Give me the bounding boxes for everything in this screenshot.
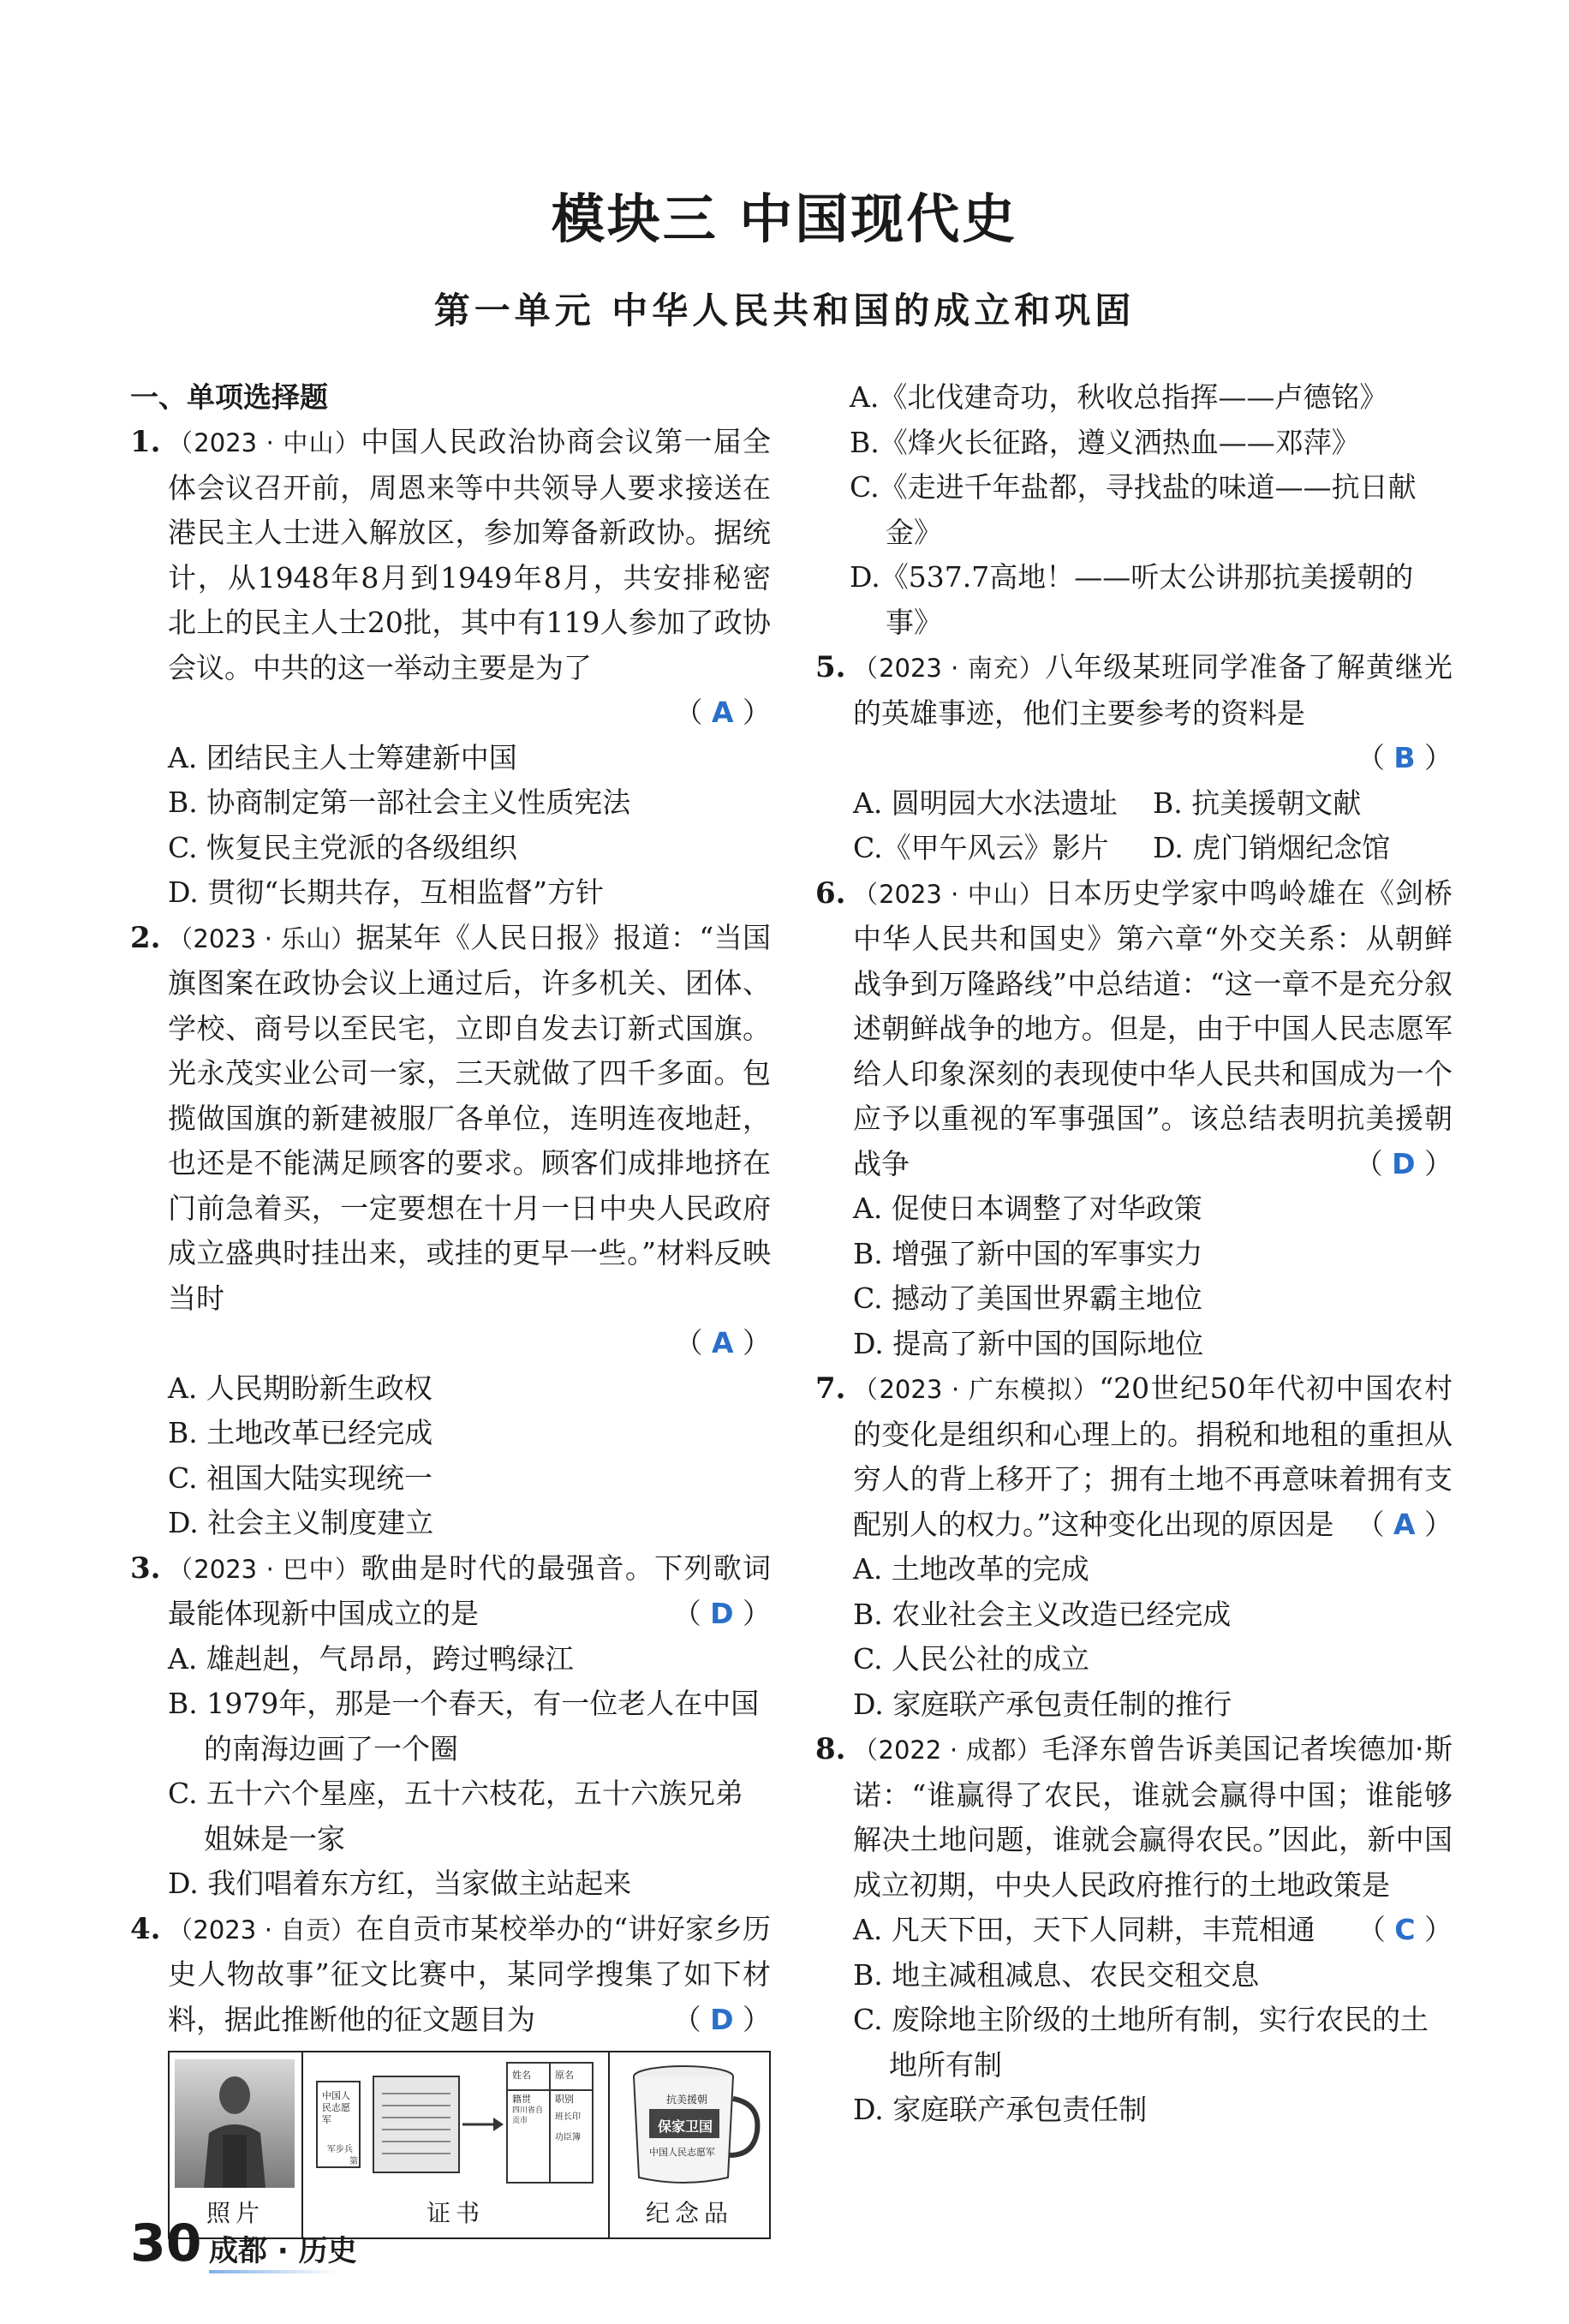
caption-certificate: 证书 [426, 2199, 485, 2227]
question-text: 日本历史学家中鸣岭雄在《剑桥中华人民共和国史》第六章“外交关系：从朝鲜战争到万隆路线”中总结道：“这一章不是充分叙述朝鲜战争的地方。但是，由于中国人民志愿军给人印象深刻的表现使中华人民共和国成为一个应予以重视的军事强国”。该总结表明抗美援朝战争 [853, 875, 1453, 1180]
option-c: C.《甲午风云》影片 [853, 831, 1109, 864]
caption-photo: 照片 [206, 2199, 265, 2227]
option-a: A. 促使日本调整了对华政策 [853, 1192, 1202, 1225]
caption-souvenir: 纪念品 [645, 2199, 733, 2227]
option-b: B. 土地改革已经完成 [168, 1416, 433, 1449]
cert-text-4: 第 [349, 2157, 358, 2166]
answer-letter: C [1394, 1913, 1416, 1946]
answer-bracket: （ A ） [674, 696, 771, 729]
answer-letter: D [710, 2002, 734, 2036]
option-d: D. 我们唱着东方红，当家做主站起来 [168, 1867, 632, 1900]
cert-text-3: 兵 [344, 2145, 353, 2154]
question-stem [168, 420, 771, 690]
question-text: 据某年《人民日报》报道：“当国旗图案在政协会议上通过后，许多机关、团体、学校、商号以至民宅，立即自发去订新式国旗。光永茂实业公司一家，三天就做了四千多面。包揽做国旗的新建被服厂各单位，连明连夜地赶，也还是不能满足顾客的要求。顾客们成排地挤在门前急着买，一定要想在十月一日中央人民政府成立盛典时挂出来，或挂的更早一些。”材料反映当时 [168, 920, 771, 1315]
footer-underline [209, 2270, 337, 2273]
page-number: 30 [130, 2213, 202, 2273]
cert-stamp: 功臣簿 [555, 2133, 581, 2142]
question-stem [853, 1366, 1453, 1547]
question-4-figure [168, 2051, 771, 2239]
answer-bracket: （ D ） [672, 2002, 771, 2036]
option-b: B. 1979年，那是一个春天，有一位老人在中国的南海边画了一个圈 [168, 1687, 760, 1765]
question-5 [815, 645, 1453, 871]
question-number: 6. [815, 875, 846, 911]
question-4 [130, 1907, 771, 2043]
question-number: 2. [130, 920, 161, 955]
right-column [815, 375, 1453, 2133]
cert-field-native: 籍贯 [512, 2094, 531, 2105]
mug-text-2: 保家卫国 [658, 2118, 713, 2135]
option-b: B. 地主减租减息、农民交租交息 [853, 1957, 1260, 1992]
question-stem [168, 1907, 771, 2043]
question-6 [815, 871, 1453, 1367]
answer-letter: D [1392, 1146, 1416, 1180]
mug-text-3: 中国人民志愿军 [649, 2147, 715, 2158]
option-d: D. 家庭联产承包责任制的推行 [853, 1687, 1232, 1721]
option-c: C. 撼动了美国世界霸主地位 [853, 1281, 1203, 1315]
answer-bracket: （ D ） [672, 1597, 771, 1630]
cert-field-original: 原名 [555, 2070, 574, 2081]
question-source: （2023 · 广东模拟） [853, 1375, 1100, 1404]
option-c: C. 祖国大陆实现统一 [168, 1461, 433, 1495]
option-b: B. 农业社会主义改造已经完成 [853, 1597, 1232, 1631]
question-text: 毛泽东曾告诉美国记者埃德加·斯诺：“谁赢得了农民，谁就会赢得中国；谁能够解决土地问题，谁就会赢得农民。”因此，新中国成立初期，中央人民政府推行的土地政策是 [853, 1732, 1453, 1902]
question-source: （2023 · 南充） [853, 654, 1045, 683]
figure-certificate-panel [303, 2052, 610, 2237]
option-d: D.《537.7高地！——听太公讲那抗美援朝的事》 [850, 560, 1414, 639]
question-number: 8. [815, 1732, 846, 1766]
cert-text-2: 步 [336, 2145, 344, 2154]
option-b: B.《烽火长征路，遵义洒热血——邓萍》 [850, 425, 1360, 459]
option-a: A. 人民期盼新生政权 [168, 1371, 433, 1405]
cert-field-name: 姓名 [512, 2070, 531, 2081]
option-d: D. 虎门销烟纪念馆 [1153, 831, 1391, 864]
left-column [130, 375, 771, 2239]
option-b: B. 抗美援朝文献 [1153, 786, 1362, 820]
cert-field-rank-value: 班长印 [555, 2112, 581, 2122]
option-b: B. 增强了新中国的军事实力 [853, 1236, 1203, 1270]
option-a: A. 圆明园大水法遗址 [853, 786, 1118, 820]
option-d: D. 家庭联产承包责任制 [853, 2093, 1148, 2126]
option-c: C. 恢复民主党派的各级组织 [168, 830, 518, 864]
answer-letter: A [1393, 1507, 1416, 1541]
question-source: （2023 · 巴中） [168, 1554, 361, 1584]
question-text: “20世纪50年代初中国农村的变化是组织和心理上的。捐税和地租的重担从穷人的背上移开了；拥有土地不再意味着拥有支配别人的权力。”这种变化出现的原因是 [853, 1371, 1453, 1541]
mug-text-1: 抗美援朝 [666, 2094, 708, 2106]
question-3 [130, 1546, 771, 1907]
question-number: 3. [130, 1550, 161, 1586]
answer-bracket: （ D ） [1354, 1146, 1453, 1180]
cert-field-rank: 职别 [555, 2094, 574, 2105]
answer-bracket: （ A ） [674, 1326, 771, 1359]
question-number: 5. [815, 650, 846, 684]
question-text: 歌曲是时代的最强音。下列歌词最能体现新中国成立的是 [168, 1550, 772, 1630]
option-a: A. 雄赳赳，气昂昂，跨过鸭绿江 [168, 1641, 574, 1676]
unit-title: 第一单元 中华人民共和国的成立和巩固 [433, 290, 1136, 332]
option-a: A. 土地改革的完成 [853, 1552, 1089, 1586]
question-number: 4. [130, 1911, 161, 1946]
question-2 [130, 916, 771, 1546]
answer-letter: B [1393, 741, 1416, 774]
figure-photo-panel [170, 2052, 303, 2237]
question-stem [853, 871, 1453, 1187]
soldier-photo-icon [170, 2056, 300, 2193]
cert-heading: 中国人民志愿军 [322, 2090, 350, 2125]
option-c: C.《走进千年盐都，寻找盐的味道——抗日献金》 [850, 470, 1417, 549]
question-source: （2023 · 自贡） [168, 1915, 356, 1945]
question-source: （2022 · 成都） [853, 1736, 1042, 1765]
answer-bracket: （ C ） [1357, 1913, 1453, 1946]
question-source: （2023 · 乐山） [168, 923, 356, 953]
option-b: B. 协商制定第一部社会主义性质宪法 [168, 786, 631, 819]
question-text: 中国人民政治协商会议第一届全体会议召开前，周恩来等中共领导人要求接送在港民主人士进入解放区，参加筹备新政协。据统计，从1948年8月到1949年8月，共安排秘密北上的民主人士20批，其中有119人参加了政协会议。中共的这一举动主要是为了 [168, 425, 772, 684]
question-8 [815, 1727, 1453, 2133]
cert-field-native-value: 四川省自贡市 [512, 2106, 544, 2125]
option-d: D. 提高了新中国的国际地位 [853, 1326, 1204, 1360]
cert-text-1: 军 [327, 2145, 336, 2154]
option-a: A. 凡天下田，天下人同耕，丰荒相通 [853, 1913, 1315, 1946]
question-number: 7. [815, 1371, 846, 1406]
question-1 [130, 420, 771, 916]
option-c: C. 废除地主阶级的土地所有制，实行农民的土地所有制 [853, 2003, 1429, 2082]
question-source: （2023 · 中山） [853, 879, 1045, 909]
footer-label: 成都 · 历史 [209, 2234, 357, 2268]
question-stem [168, 1546, 771, 1637]
answer-bracket: （ A ） [1356, 1507, 1453, 1541]
option-a: A. 团结民主人士筹建新中国 [168, 740, 517, 774]
question-source: （2023 · 中山） [168, 428, 361, 457]
option-a: A.《北伐建奇功，秋收总指挥——卢德铭》 [850, 380, 1388, 414]
answer-letter: A [711, 1326, 734, 1359]
answer-letter: D [710, 1597, 734, 1630]
question-number: 1. [130, 425, 161, 459]
question-4-options [815, 375, 1453, 645]
option-c: C. 五十六个星座，五十六枝花，五十六族兄弟姐妹是一家 [168, 1777, 744, 1855]
question-7 [815, 1366, 1453, 1727]
option-c: C. 人民公社的成立 [853, 1642, 1090, 1676]
question-stem [168, 916, 771, 1322]
answer-letter: A [711, 696, 734, 729]
question-stem [853, 645, 1453, 736]
figure-souvenir-panel [610, 2052, 769, 2237]
answer-bracket: （ B ） [1356, 741, 1453, 774]
option-d: D. 社会主义制度建立 [168, 1506, 434, 1539]
question-text: 在自贡市某校举办的“讲好家乡历史人物故事”征文比赛中，某同学搜集了如下材料，据此推断他的征文题目为 [168, 1911, 771, 2036]
section-heading: 一、单项选择题 [130, 380, 328, 414]
module-title: 模块三 中国现代史 [551, 188, 1018, 250]
option-d: D. 贯彻“长期共存，互相监督”方针 [168, 875, 605, 909]
question-text: 八年级某班同学准备了解黄继光的英雄事迹，他们主要参考的资料是 [853, 650, 1453, 730]
